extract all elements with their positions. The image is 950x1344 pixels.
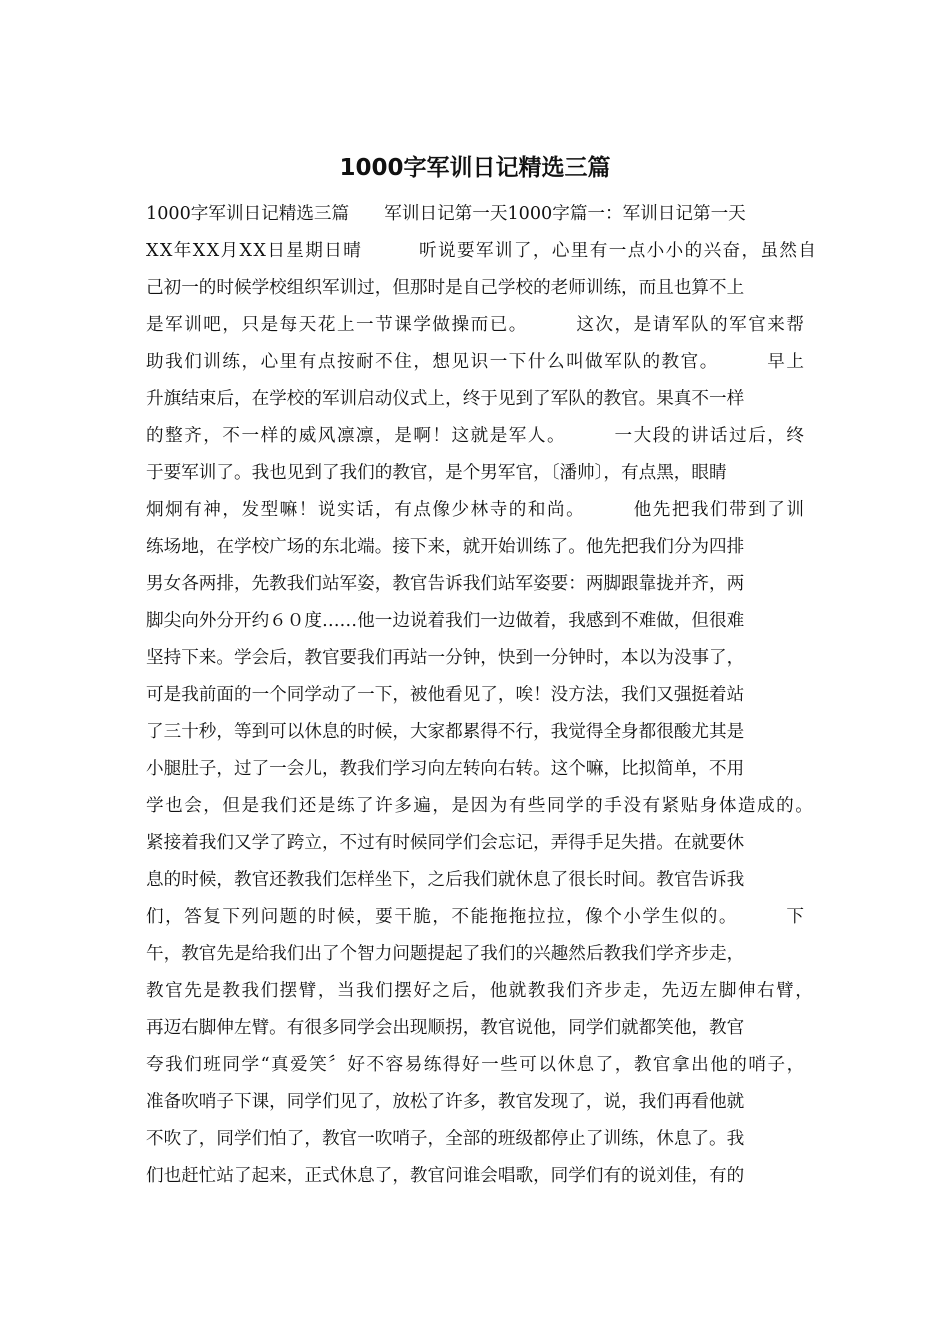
body-text-line: 炯炯有神，发型嘛！说实话，有点像少林寺的和尚。 他先把我们带到了训 (146, 500, 806, 520)
body-text-line: 升旗结束后，在学校的军训启动仪式上，终于见到了军队的教官。果真不一样 (146, 389, 745, 409)
body-text-line: 夸我们班同学“真爱笑〞好不容易练得好一些可以休息了，教官拿出他的哨子， (146, 1055, 806, 1075)
document-body (146, 196, 816, 1195)
body-text-line: 息的时候，教官还教我们怎样坐下，之后我们就休息了很长时间。教官告诉我 (146, 870, 745, 890)
body-text-line: 助我们训练，心里有点按耐不住，想见识一下什么叫做军队的教官。 早上 (146, 352, 806, 372)
body-text-line: 教官先是教我们摆臂，当我们摆好之后，他就教我们齐步走，先迈左脚伸右臂， (146, 981, 815, 1001)
body-text-line: 们，答复下列问题的时候，要干脆，不能拖拖拉拉，像个小学生似的。 下 (146, 907, 806, 927)
body-text-line: 的整齐，不一样的威风凛凛，是啊！这就是军人。 一大段的讲话过后，终 (146, 426, 806, 446)
body-text-line: 练场地，在学校广场的东北端。接下来，就开始训练了。他先把我们分为四排 (146, 537, 745, 557)
body-text-line: 己初一的时候学校组织军训过，但那时是自己学校的老师训练，而且也算不上 (146, 278, 745, 298)
body-text-line: 再迈右脚伸左臂。有很多同学会出现顺拐，教官说他，同学们就都笑他，教官 (146, 1018, 745, 1038)
body-text-line: 紧接着我们又学了跨立，不过有时候同学们会忘记，弄得手足失措。在就要休 (146, 833, 745, 853)
body-text-line: 午，教官先是给我们出了个智力问题提起了我们的兴趣然后教我们学齐步走， (146, 944, 745, 964)
body-text-line: 准备吹哨子下课，同学们见了，放松了许多，教官发现了，说，我们再看他就 (146, 1092, 745, 1112)
body-text-line: 坚持下来。学会后，教官要我们再站一分钟，快到一分钟时，本以为没事了， (146, 648, 745, 668)
body-text-line: 男女各两排，先教我们站军姿，教官告诉我们站军姿要：两脚跟靠拢并齐，两 (146, 574, 745, 594)
body-text-line: XX年XX月XX日星期日晴 听说要军训了，心里有一点小小的兴奋，虽然自 (146, 241, 818, 261)
body-text-line: 们也赶忙站了起来，正式休息了，教官问谁会唱歌，同学们有的说刘佳，有的 (146, 1166, 745, 1186)
body-text-line: 于要军训了。我也见到了我们的教官，是个男军官，〔潘帅〕，有点黑，眼睛 (146, 463, 727, 483)
body-text-line: 了三十秒，等到可以休息的时候，大家都累得不行，我觉得全身都很酸尤其是 (146, 722, 745, 742)
body-text-line: 小腿肚子，过了一会儿，教我们学习向左转向右转。这个嘛，比拟简单，不用 (146, 759, 745, 779)
body-text-line: 不吹了，同学们怕了，教官一吹哨子，全部的班级都停止了训练，休息了。我 (146, 1129, 745, 1149)
body-text-line: 是军训吧，只是每天花上一节课学做操而已。 这次，是请军队的军官来帮 (146, 315, 806, 335)
document-title: 1000字军训日记精选三篇 (339, 155, 611, 181)
body-text-line: 学也会，但是我们还是练了许多遍，是因为有些同学的手没有紧贴身体造成的。 (146, 796, 815, 816)
body-text-line: 可是我前面的一个同学动了一下，被他看见了，唉！没方法，我们又强挺着站 (146, 685, 745, 705)
body-text-line: 1000字军训日记精选三篇 军训日记第一天1000字篇一：军训日记第一天 (146, 204, 746, 224)
body-text-line: 脚尖向外分开约６０度……他一边说着我们一边做着，我感到不难做，但很难 (146, 611, 745, 631)
